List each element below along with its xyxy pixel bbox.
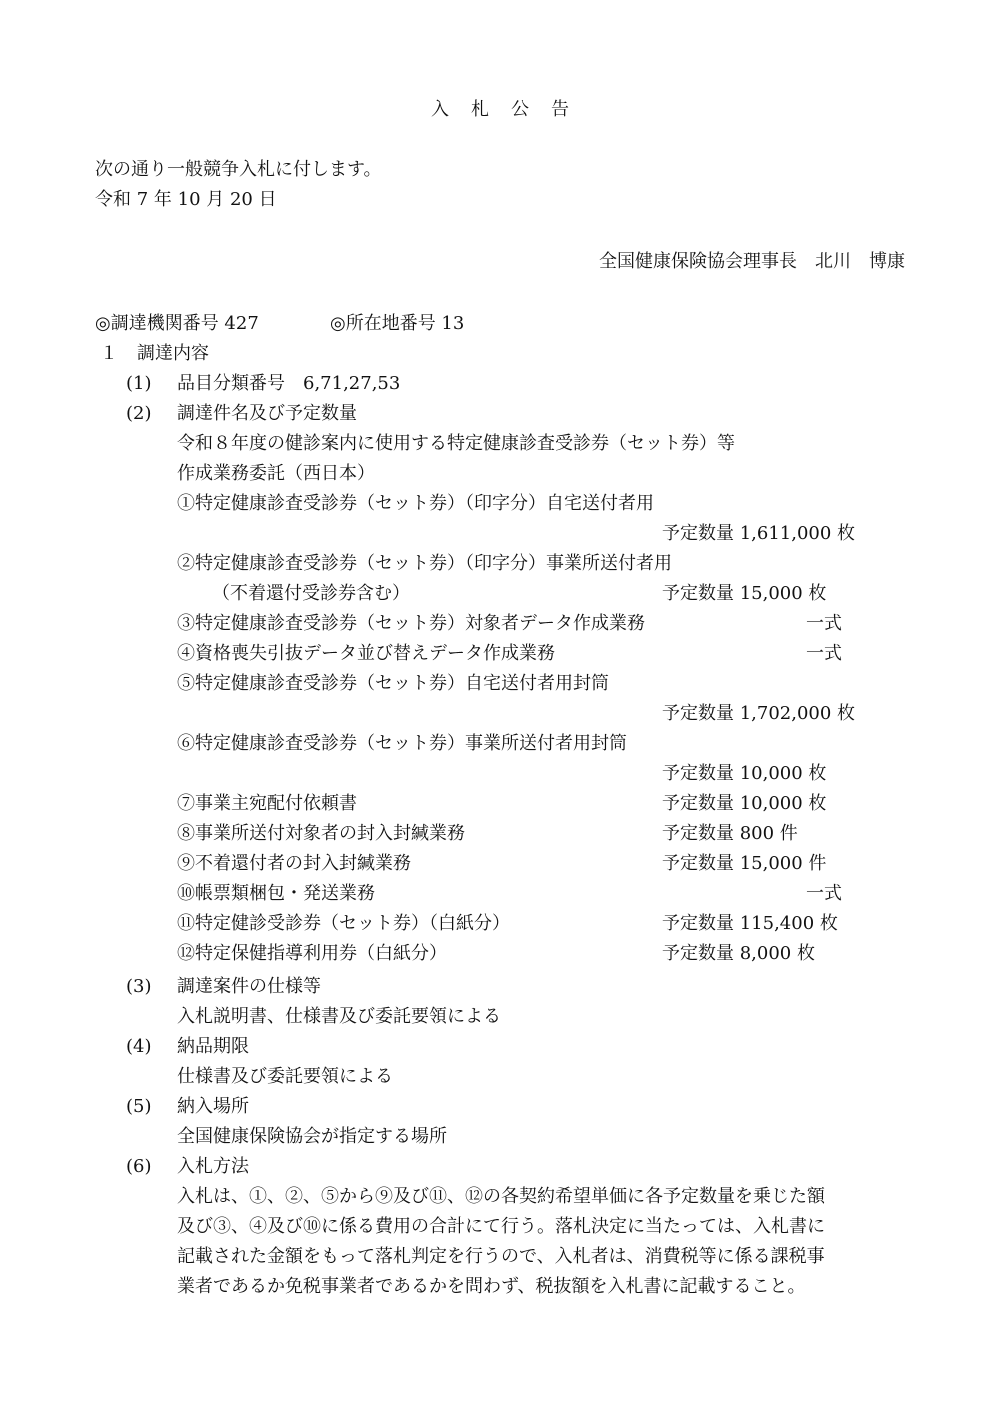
item-label: 納入場所: [177, 1096, 249, 1117]
item-number: (1): [126, 373, 152, 394]
list-item-quantity: 予定数量 10,000 枚: [662, 763, 827, 784]
procurement-name-line: 作成業務委託（西日本）: [177, 463, 375, 484]
item-detail: 全国健康保険協会が指定する場所: [177, 1126, 447, 1147]
list-item-quantity: 予定数量 1,702,000 枚: [662, 703, 856, 724]
section-number: １: [100, 343, 118, 364]
intro-text: 次の通り一般競争入札に付します。: [95, 159, 382, 180]
list-item-name: ⑪特定健診受診券（セット券）（白紙分）: [177, 913, 510, 934]
item-number: (6): [126, 1156, 152, 1177]
bid-method-line: 業者であるか免税事業者であるかを問わず、税抜額を入札書に記載すること。: [177, 1276, 806, 1297]
list-item-quantity: 予定数量 8,000 枚: [662, 943, 815, 964]
item-number: (5): [126, 1096, 152, 1117]
bid-method-line: 及び③、④及び⑩に係る費用の合計にて行う。落札決定に当たっては、入札書に: [177, 1216, 825, 1237]
list-item-name: ⑫特定保健指導利用券（白紙分）: [177, 943, 447, 964]
item-detail: 仕様書及び委託要領による: [177, 1066, 393, 1087]
item-label: 品目分類番号 6,71,27,53: [177, 373, 401, 394]
item-number: (2): [126, 403, 152, 424]
item-label: 入札方法: [177, 1156, 249, 1177]
item-label: 調達案件の仕様等: [177, 976, 321, 997]
list-item-quantity: 予定数量 800 件: [662, 823, 798, 844]
list-item-quantity: 一式: [806, 643, 842, 664]
list-item-name: ⑥特定健康診査受診券（セット券）事業所送付者用封筒: [177, 733, 627, 754]
issuer-name: 全国健康保険協会理事長 北川 博康: [599, 251, 905, 272]
list-item-quantity: 予定数量 15,000 件: [662, 853, 827, 874]
list-item-quantity: 予定数量 15,000 枚: [662, 583, 827, 604]
item-number: (4): [126, 1036, 152, 1057]
list-item-name: ⑧事業所送付対象者の封入封緘業務: [177, 823, 465, 844]
list-item-quantity: 予定数量 115,400 枚: [662, 913, 838, 934]
item-label: 調達件名及び予定数量: [177, 403, 357, 424]
procurement-name-line: 令和８年度の健診案内に使用する特定健康診査受診券（セット券）等: [177, 433, 735, 454]
item-label: 納品期限: [177, 1036, 249, 1057]
list-item-quantity: 一式: [806, 613, 842, 634]
item-number: (3): [126, 976, 152, 997]
list-item-name: ⑩帳票類梱包・発送業務: [177, 883, 375, 904]
list-item-name: ⑨不着還付者の封入封緘業務: [177, 853, 411, 874]
bid-method-line: 記載された金額をもって落札判定を行うので、入札者は、消費税等に係る課税事: [177, 1246, 825, 1267]
list-item-quantity: 予定数量 10,000 枚: [662, 793, 827, 814]
list-item-name: ⑦事業主宛配付依頼書: [177, 793, 357, 814]
list-item-quantity: 予定数量 1,611,000 枚: [662, 523, 856, 544]
section-heading: 調達内容: [137, 343, 209, 364]
document-title: 入札公告: [431, 99, 591, 120]
list-item-name: ③特定健康診査受診券（セット券）対象者データ作成業務: [177, 613, 645, 634]
location-number: ◎所在地番号 13: [330, 313, 465, 334]
list-item-name: ④資格喪失引抜データ並び替えデータ作成業務: [177, 643, 555, 664]
agency-number: ◎調達機関番号 427: [95, 313, 259, 334]
list-item-subnote: （不着還付受診券含む）: [212, 583, 410, 604]
list-item-name: ②特定健康診査受診券（セット券）（印字分）事業所送付者用: [177, 553, 672, 574]
bid-method-line: 入札は、①、②、⑤から⑨及び⑪、⑫の各契約希望単価に各予定数量を乗じた額: [177, 1186, 825, 1207]
item-detail: 入札説明書、仕様書及び委託要領による: [177, 1006, 501, 1027]
list-item-quantity: 一式: [806, 883, 842, 904]
list-item-name: ①特定健康診査受診券（セット券）（印字分）自宅送付者用: [177, 493, 654, 514]
list-item-name: ⑤特定健康診査受診券（セット券）自宅送付者用封筒: [177, 673, 609, 694]
notice-date: 令和 7 年 10 月 20 日: [95, 189, 277, 210]
